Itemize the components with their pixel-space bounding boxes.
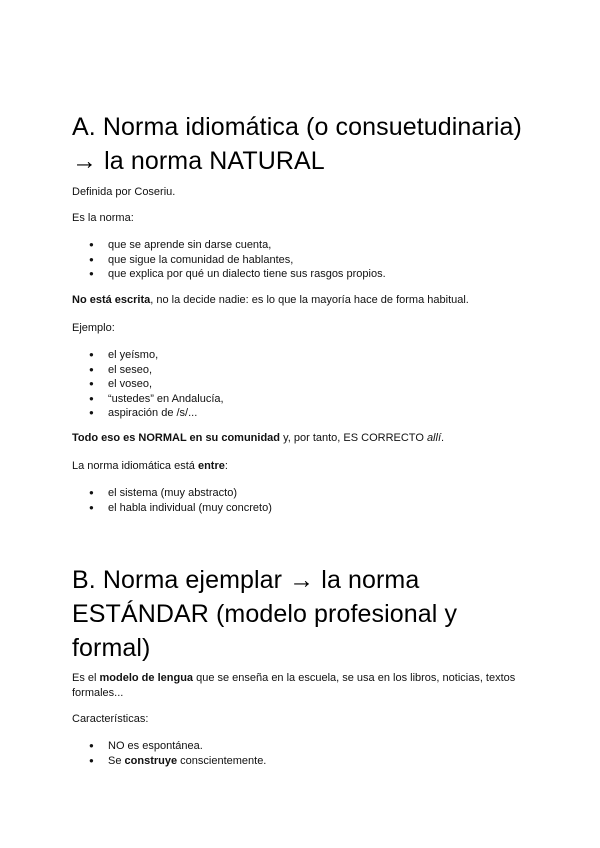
list-item: ● el sistema (muy abstracto) bbox=[72, 486, 272, 501]
normal-bold: Todo eso es NORMAL en su comunidad bbox=[72, 432, 281, 444]
list-item: ● “ustedes” en Andalucía, bbox=[72, 392, 224, 407]
model-bold: modelo de lengua bbox=[99, 672, 194, 684]
section-a-heading-line2: → la norma NATURAL bbox=[72, 147, 325, 175]
section-a-heading-line1: A. Norma idiomática (o consuetudinaria) bbox=[72, 113, 522, 141]
between-list bbox=[72, 486, 272, 515]
norma-list bbox=[72, 238, 386, 282]
feature-2-pre: Se bbox=[108, 754, 125, 767]
list-item bbox=[72, 754, 266, 769]
list-item: ● que se aprende sin darse cuenta, bbox=[72, 238, 386, 253]
between-bold: entre bbox=[197, 460, 225, 472]
section-b-heading-line2: ESTÁNDAR (modelo profesional y bbox=[72, 600, 458, 628]
not-written-rest: , no la decide nadie: es lo que la mayoría hace de forma habitual. bbox=[150, 294, 469, 306]
not-written-bold: No está escrita bbox=[72, 294, 151, 306]
es-la-norma-text: Es la norma: bbox=[72, 212, 134, 224]
example-label: Ejemplo: bbox=[72, 322, 115, 334]
example-list bbox=[72, 348, 224, 421]
list-item: ● el yeísmo, bbox=[72, 348, 224, 363]
not-written-paragraph bbox=[72, 293, 469, 308]
list-item: ● aspiración de /s/... bbox=[72, 406, 224, 421]
section-b-heading bbox=[72, 563, 542, 665]
model-pre: Es el bbox=[72, 672, 100, 684]
normal-end: . bbox=[441, 432, 445, 444]
model-paragraph bbox=[72, 671, 527, 701]
defined-by-text: Definida por Coseriu. bbox=[72, 186, 176, 198]
section-b-heading-line3: formal) bbox=[72, 634, 151, 662]
normal-italic: allí bbox=[426, 432, 441, 444]
list-item: ● el seseo, bbox=[72, 363, 224, 378]
list-item: ● que sigue la comunidad de hablantes, bbox=[72, 253, 386, 268]
between-post: : bbox=[224, 460, 228, 472]
section-a-heading bbox=[72, 110, 542, 178]
normal-rest: y, por tanto, ES CORRECTO bbox=[280, 432, 427, 444]
features-label: Características: bbox=[72, 713, 149, 725]
feature-2-bold: construye bbox=[124, 754, 178, 767]
list-item: ● que explica por qué un dialecto tiene sus rasgos propios. bbox=[72, 267, 386, 282]
between-pre: La norma idiomática está bbox=[72, 460, 198, 472]
list-item: ● el habla individual (muy concreto) bbox=[72, 501, 272, 516]
list-item: ● NO es espontánea. bbox=[72, 739, 266, 754]
between-paragraph bbox=[72, 459, 228, 474]
model-post: que se enseña en la escuela, se usa en los libros, noticias, textos formales... bbox=[72, 672, 516, 699]
list-item: ● el voseo, bbox=[72, 377, 224, 392]
section-b-heading-line1: B. Norma ejemplar → la norma bbox=[72, 566, 420, 594]
normal-paragraph bbox=[72, 431, 444, 446]
features-list bbox=[72, 739, 266, 768]
feature-2-post: conscientemente. bbox=[177, 754, 267, 767]
